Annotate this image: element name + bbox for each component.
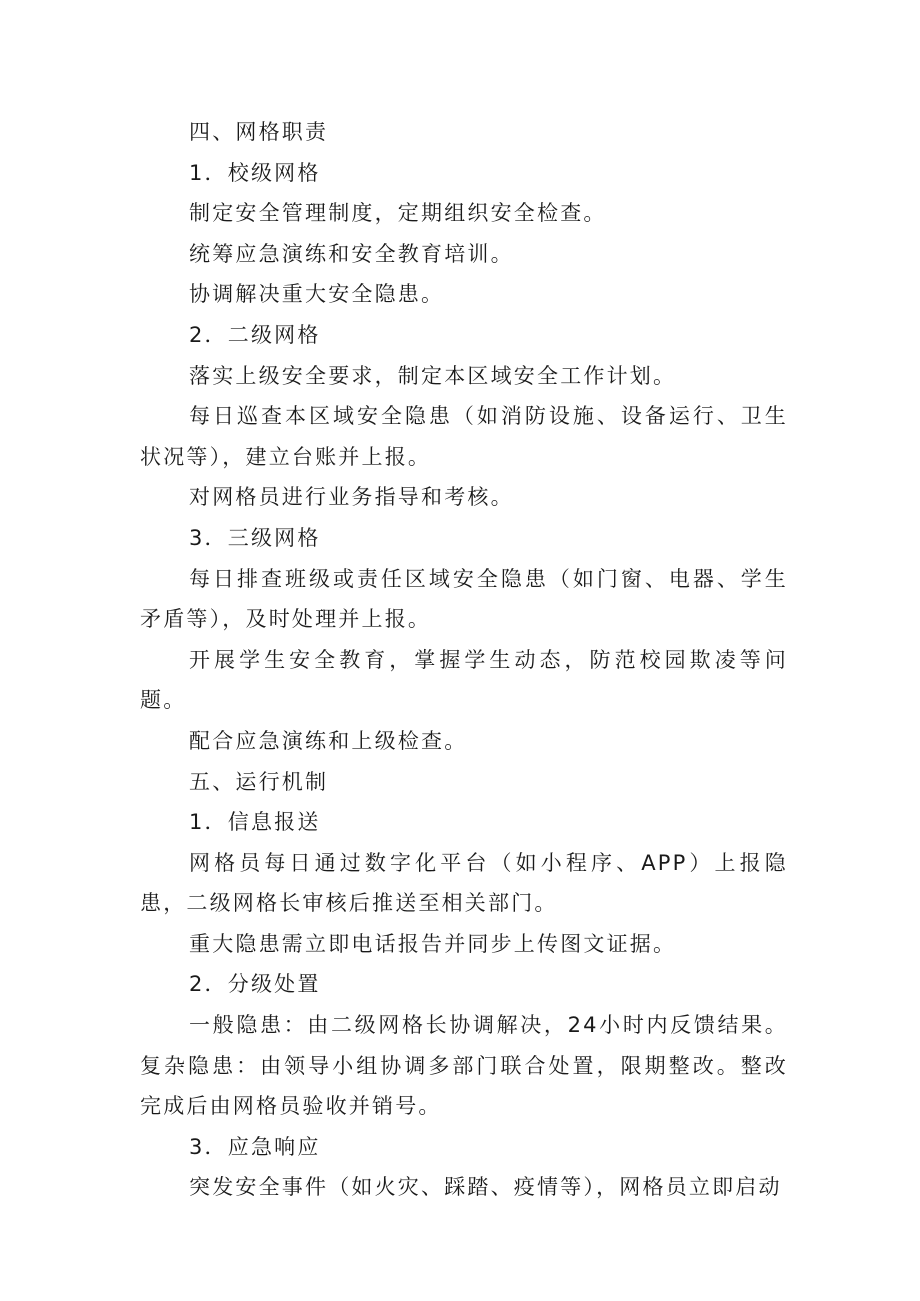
section-4-2-item-2: 每日巡查本区域安全隐患（如消防设施、设备运行、卫生状况等），建立台账并上报。	[140, 404, 788, 469]
document-body	[140, 112, 788, 1208]
section-4-1-item-3: 协调解决重大安全隐患。	[189, 282, 445, 307]
section-5-title: 五、运行机制	[189, 769, 329, 794]
section-4-2-heading: 2．二级网格	[189, 322, 321, 347]
section-4-2-item-1: 落实上级安全要求，制定本区域安全工作计划。	[189, 363, 677, 388]
section-5-3-heading: 3．应急响应	[189, 1134, 321, 1159]
section-5-3-item-1: 突发安全事件（如火灾、踩踏、疫情等），网格员立即启动	[189, 1175, 782, 1200]
section-5-1-heading: 1．信息报送	[189, 810, 321, 835]
section-4-1-item-2: 统筹应急演练和安全教育培训。	[189, 241, 514, 266]
section-5-1-item-2: 重大隐患需立即电话报告并同步上传图文证据。	[189, 931, 677, 956]
section-5-2-item-1: 一般隐患：由二级网格长协调解决，24小时内反馈结果。复杂隐患：由领导小组协调多部门联合处置，限期整改。整改完成后由网格员验收并销号。	[140, 1013, 788, 1119]
section-4-title: 四、网格职责	[189, 120, 329, 144]
section-4-3-item-2: 开展学生安全教育，掌握学生动态，防范校园欺凌等问题。	[140, 647, 788, 713]
section-4-2-item-3: 对网格员进行业务指导和考核。	[189, 485, 514, 510]
section-4-3-item-3: 配合应急演练和上级检查。	[189, 728, 468, 753]
section-5-1-item-1: 网格员每日通过数字化平台（如小程序、APP）上报隐患，二级网格长审核后推送至相关部门。	[140, 850, 788, 916]
section-4-3-heading: 3．三级网格	[189, 525, 321, 550]
section-4-1-heading: 1．校级网格	[189, 160, 321, 185]
section-4-1-item-1: 制定安全管理制度，定期组织安全检查。	[189, 201, 607, 226]
section-4-3-item-1: 每日排查班级或责任区域安全隐患（如门窗、电器、学生矛盾等），及时处理并上报。	[140, 566, 788, 632]
section-5-2-heading: 2．分级处置	[189, 972, 321, 997]
